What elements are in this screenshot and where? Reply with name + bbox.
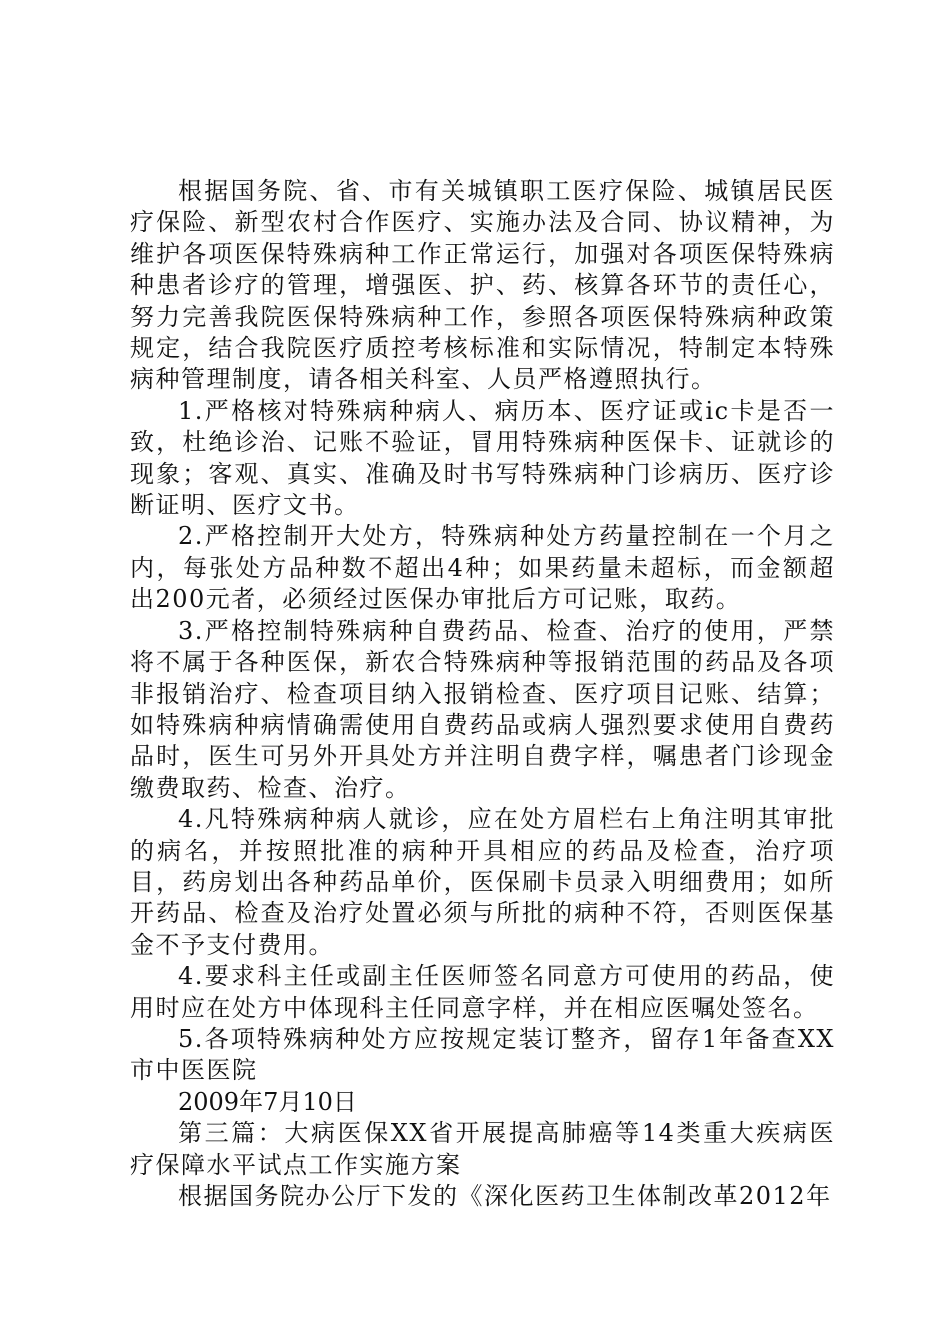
document-date: 2009年7月10日 bbox=[178, 1087, 357, 1116]
section-opening-paragraph: 根据国务院办公厅下发的《深化医药卫生体制改革2012年 bbox=[178, 1182, 832, 1210]
rule-5-paragraph: 5.各项特殊病种处方应按规定装订整齐，留存1年备查XX市中医医院 bbox=[130, 1024, 835, 1085]
rule-2-paragraph: 2.严格控制开大处方，特殊病种处方药量控制在一个月之内，每张处方品种数不超出4种；如果药量未超标，而金额超出200元者，必须经过医保办审批后方可记账，取药。 bbox=[130, 522, 835, 614]
rule-3-paragraph: 3.严格控制特殊病种自费药品、检查、治疗的使用，严禁将不属于各种医保，新农合特殊病种等报销范围的药品及各项非报销治疗、检查项目纳入报销检查、医疗项目记账、结算；如特殊病种病情确需使用自费药品或病人强烈要求使用自费药品时，医生可另外开具处方并注明自费字样，嘱患者门诊现金缴费取药、检查、治疗。 bbox=[130, 616, 835, 802]
intro-paragraph: 根据国务院、省、市有关城镇职工医疗保险、城镇居民医疗保险、新型农村合作医疗、实施办法及合同、协议精神，为维护各项医保特殊病种工作正常运行，加强对各项医保特殊病种患者诊疗的管理，增强医、护、药、核算各环节的责任心，努力完善我院医保特殊病种工作，参照各项医保特殊病种政策规定，结合我院医疗质控考核标准和实际情况，特制定本特殊病种管理制度，请各相关科室、人员严格遵照执行。 bbox=[130, 177, 835, 394]
document-body bbox=[130, 176, 835, 1212]
rule-4-paragraph: 4.凡特殊病种病人就诊，应在处方眉栏右上角注明其审批的病名，并按照批准的病种开具相应的药品及检查，治疗项目，药房划出各种药品单价，医保刷卡员录入明细费用；如所开药品、检查及治疗处置必须与所批的病种不符，否则医保基金不予支付费用。 bbox=[130, 805, 835, 959]
rule-4b-paragraph: 4.要求科主任或副主任医师签名同意方可使用的药品，使用时应在处方中体现科主任同意字样，并在相应医嘱处签名。 bbox=[130, 962, 835, 1022]
rule-1-paragraph: 1.严格核对特殊病种病人、病历本、医疗证或ic卡是否一致，杜绝诊治、记账不验证，冒用特殊病种医保卡、证就诊的现象；客观、真实、准确及时书写特殊病种门诊病历、医疗诊断证明、医疗文书。 bbox=[130, 396, 835, 520]
section-title: 第三篇：大病医保XX省开展提高肺癌等14类重大疾病医疗保障水平试点工作实施方案 bbox=[130, 1119, 835, 1179]
